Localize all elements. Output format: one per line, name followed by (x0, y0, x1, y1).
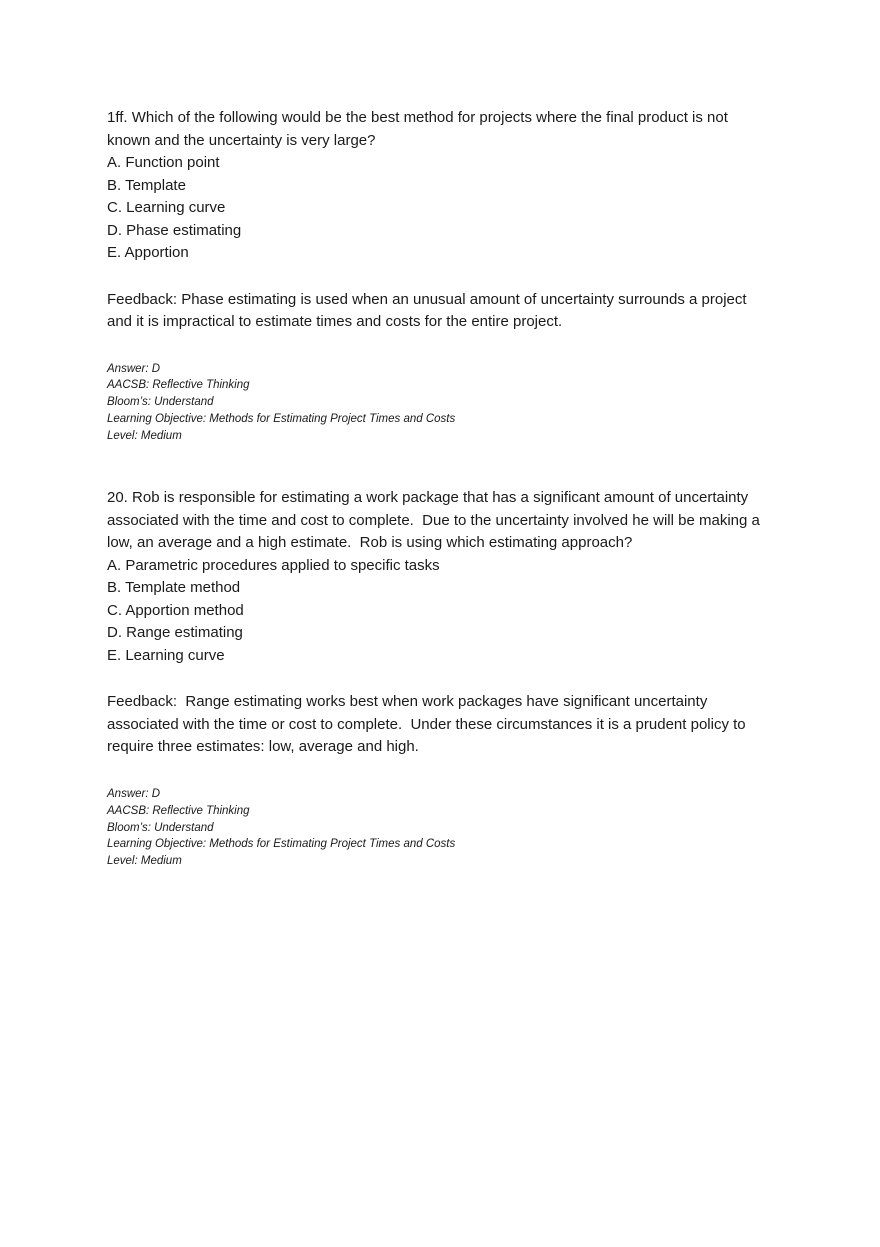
question-option-d: D. Range estimating (107, 624, 243, 642)
question-option-e: E. Learning curve (107, 646, 225, 664)
question-option-a: A. Parametric procedures applied to specific tasks (107, 556, 440, 574)
question-feedback: Feedback: Phase estimating is used when an unusual amount of uncertainty surrounds a project and it is impractical to estimate times and costs for the entire project. (107, 290, 751, 330)
meta-aacsb: AACSB: Reflective Thinking (107, 804, 250, 817)
question-option-b: B. Template (107, 176, 186, 194)
meta-level: Level: Medium (107, 429, 182, 442)
question-metadata (107, 786, 772, 870)
question-option-c: C. Apportion method (107, 601, 244, 619)
meta-blooms: Bloom’s: Understand (107, 396, 214, 409)
meta-answer: Answer: D (107, 787, 161, 800)
meta-answer: Answer: D (107, 362, 161, 375)
question-block-2 (107, 487, 772, 869)
question-option-a: A. Function point (107, 154, 220, 171)
question-option-c: C. Learning curve (107, 199, 226, 216)
meta-learning-objective: Learning Objective: Methods for Estimating Project Times and Costs (107, 838, 456, 851)
question-option-b: B. Template method (107, 579, 241, 597)
question-option-e: E. Apportion (107, 244, 189, 261)
question-stem: 20. Rob is responsible for estimating a work package that has a significant amount of uncertainty associated with the time and cost to complete. Due to the uncertainty involved he will be making a low, an average and a high estimate. Rob is using which estimating approach? (107, 489, 765, 552)
meta-level: Level: Medium (107, 855, 182, 868)
question-stem: 1ff. Which of the following would be the best method for projects where the final product is not known and the uncertainty is very large? (107, 109, 733, 149)
meta-blooms: Bloom’s: Understand (107, 821, 214, 834)
question-metadata (107, 361, 772, 445)
meta-aacsb: AACSB: Reflective Thinking (107, 379, 250, 392)
question-option-d: D. Phase estimating (107, 221, 242, 239)
question-feedback: Feedback: Range estimating works best when work packages have significant uncertainty associated with the time or cost to complete. Under these circumstances it is a prudent policy to require three estimates: low, average and high. (107, 693, 750, 756)
meta-learning-objective: Learning Objective: Methods for Estimating Project Times and Costs (107, 412, 456, 425)
question-block-1 (107, 107, 772, 444)
